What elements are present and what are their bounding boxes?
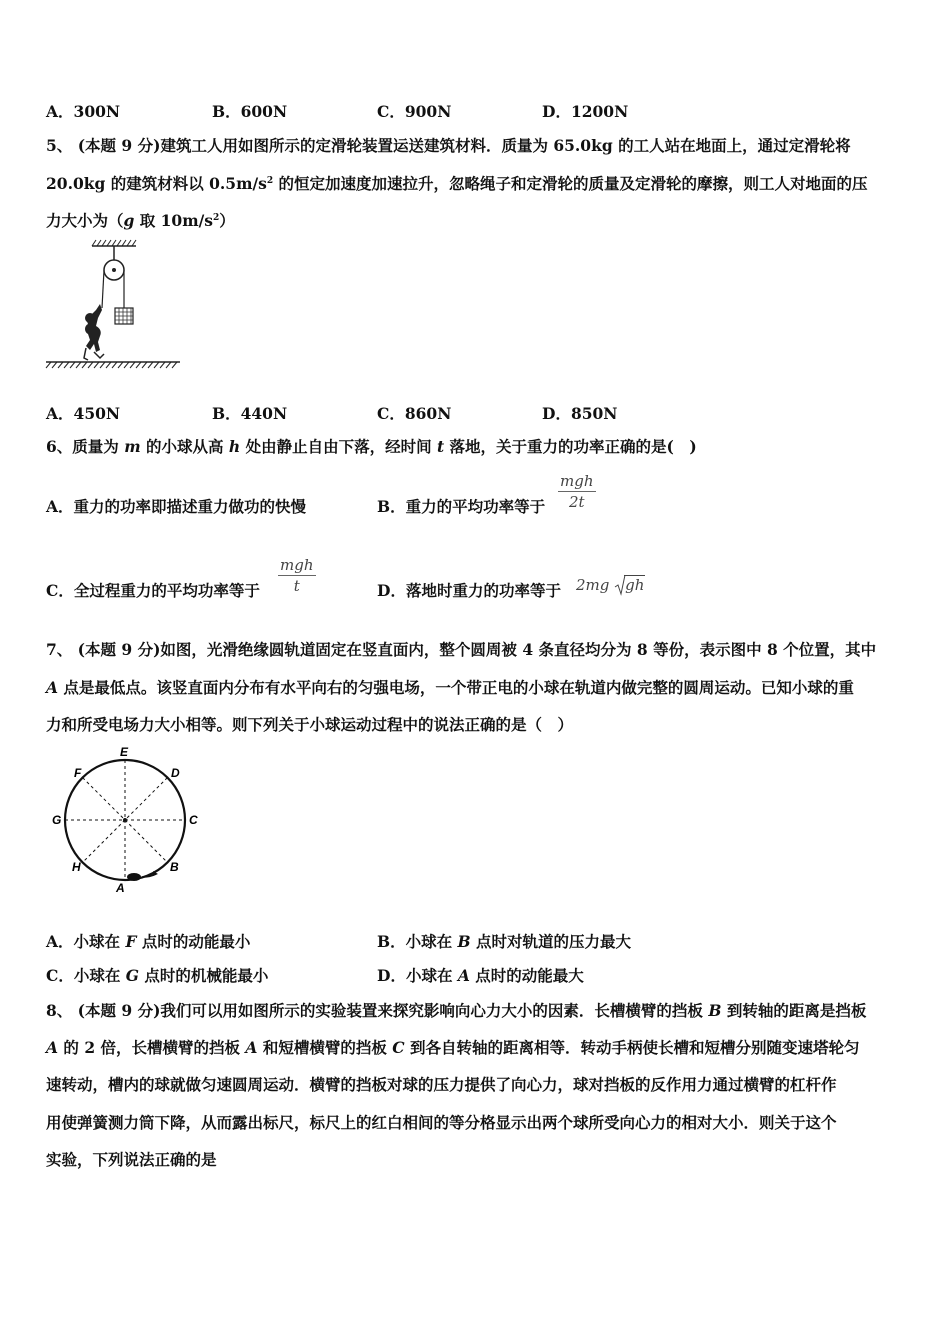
q4-option-b: B．600N (212, 102, 288, 121)
pulley-figure (44, 238, 184, 372)
q8-line-3: 速转动，槽内的球就做匀速圆周运动．横臂的挡板对球的压力提供了向心力，球对挡板的反作用力通过横臂的杠杆作 (46, 1075, 837, 1094)
q5-option-b: B．440N (212, 404, 288, 423)
point-h-label: H (72, 860, 81, 874)
q5-line-3: 力大小为（g 取 $10m/s^2$） (46, 211, 235, 230)
q5-line-1: 5、 (本题 9 分)建筑工人用如图所示的定滑轮装置运送建筑材料．质量为 65.0kg 的工人站在地面上，通过定滑轮将 (46, 136, 851, 155)
q6-option-a: A．重力的功率即描述重力做功的快慢 (46, 497, 307, 516)
q7-line-3: 力和所受电场力大小相等。则下列关于小球运动过程中的说法正确的是（ ） (46, 715, 574, 734)
q6-option-b: B．重力的平均功率等于 (377, 497, 546, 516)
q5-option-c: C．860N (377, 404, 452, 423)
point-c-label: C (189, 813, 198, 827)
q5-line-2: 20.0kg 的建筑材料以 $0.5m/s^2$ 的恒定加速度加速拉升，忽略绳子和定滑轮的质量及定滑轮的摩擦，则工人对地面的压 (46, 174, 868, 193)
q4-option-d: D．1200N (542, 102, 629, 121)
q6-option-d-expression: 2mg gh (576, 576, 645, 594)
q8-line-4: 用使弹簧测力筒下降，从而露出标尺，标尺上的红白相间的等分格显示出两个球所受向心力的相对大小．则关于这个 (46, 1113, 837, 1132)
point-b-label: B (170, 860, 179, 874)
q4-option-a: A．300N (46, 102, 121, 121)
q8-line-5: 实验，下列说法正确的是 (46, 1150, 217, 1169)
point-d-label: D (171, 766, 180, 780)
q6-option-b-fraction: mgh 2t (560, 472, 594, 511)
q6-stem: 6、质量为 m 的小球从高 h 处由静止自由下落，经时间 t 落地，关于重力的功率正确的是( ) (46, 437, 697, 456)
q6-option-c: C．全过程重力的平均功率等于 (46, 581, 260, 600)
q8-line-2: A 的 2 倍，长槽横臂的挡板 A 和短槽横臂的挡板 C 到各自转轴的距离相等．转动手柄使长槽和短槽分别随变速塔轮匀 (46, 1038, 860, 1057)
point-e-label: E (120, 745, 129, 759)
q7-option-b: B．小球在 B 点时对轨道的压力最大 (377, 932, 632, 951)
q7-option-a: A．小球在 F 点时的动能最小 (46, 932, 251, 951)
q5-option-a: A．450N (46, 404, 121, 423)
q7-option-c: C．小球在 G 点时的机械能最小 (46, 966, 269, 985)
q7-line-1: 7、 (本题 9 分)如图，光滑绝缘圆轨道固定在竖直面内，整个圆周被 4 条直径均分为 8 等份，表示图中 8 个位置，其中 (46, 640, 877, 659)
q6-option-c-fraction: mgh t (280, 556, 314, 595)
point-g-label: G (52, 813, 62, 827)
q7-option-d: D．小球在 A 点时的动能最大 (377, 966, 584, 985)
q6-option-d: D．落地时重力的功率等于 (377, 581, 561, 600)
q7-line-2: A 点是最低点。该竖直面内分布有水平向右的匀强电场，一个带正电的小球在轨道内做完整的圆周运动。已知小球的重 (46, 678, 854, 697)
circle-track-figure (44, 744, 204, 896)
point-f-label: F (74, 766, 82, 780)
q5-option-d: D．850N (542, 404, 618, 423)
point-a-label: A (116, 881, 125, 895)
q4-option-c: C．900N (377, 102, 452, 121)
q8-line-1: 8、 (本题 9 分)我们可以用如图所示的实验装置来探究影响向心力大小的因素．长槽横臂的挡板 B 到转轴的距离是挡板 (46, 1001, 867, 1020)
